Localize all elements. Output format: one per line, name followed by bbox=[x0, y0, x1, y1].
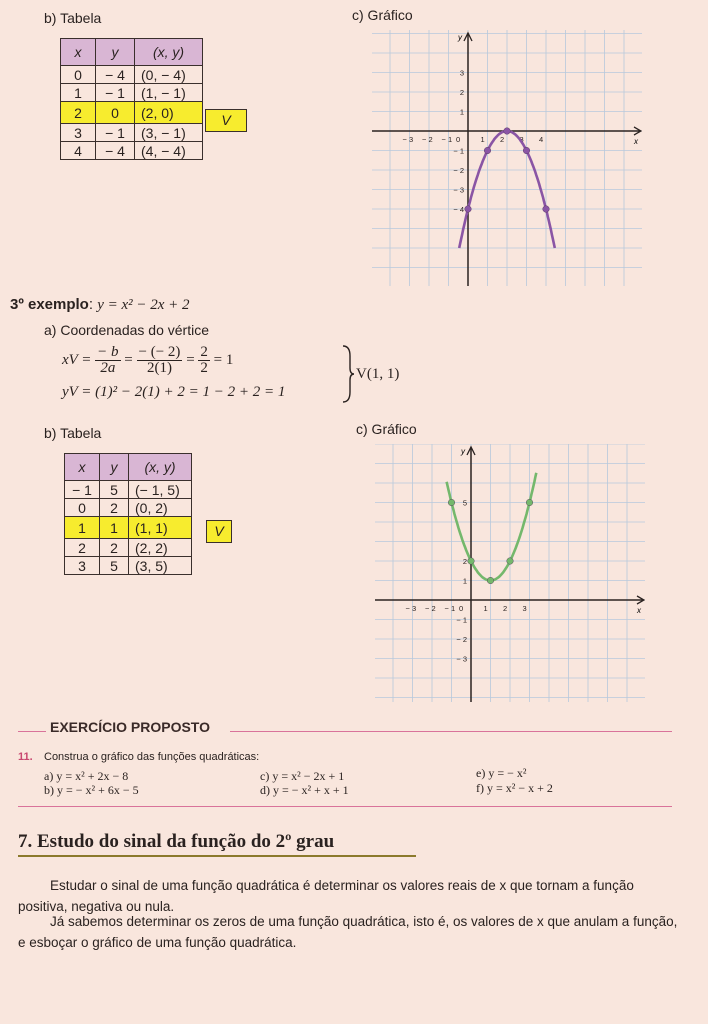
vertex-marker-1: V bbox=[205, 109, 247, 132]
example3-label: 3º exemplo bbox=[10, 296, 89, 313]
y-tick-label: 2 bbox=[459, 88, 464, 97]
exercise-item-c: c) y = x² − 2x + 1 bbox=[260, 769, 345, 783]
parabola-chart-2 bbox=[375, 444, 645, 702]
exercise-item-f: f) y = x² − x + 2 bbox=[476, 781, 553, 795]
exercise-item-d: d) y = − x² + x + 1 bbox=[260, 783, 349, 797]
x-tick-label: 4 bbox=[539, 135, 544, 144]
xv-frac-1 bbox=[95, 345, 120, 376]
table-row bbox=[61, 142, 203, 160]
cell-xy: (2, 2) bbox=[129, 539, 192, 557]
col-xy: (x, y) bbox=[135, 39, 203, 66]
col-y: y bbox=[100, 454, 129, 481]
exercise-item-e: e) y = − x² bbox=[476, 766, 527, 780]
cell-x: 2 bbox=[65, 539, 100, 557]
exercise-number: 11. bbox=[18, 751, 33, 763]
y-tick-label: − 3 bbox=[456, 654, 467, 664]
frac2-num: − (− 2) bbox=[138, 344, 181, 360]
cell-x: 3 bbox=[65, 557, 100, 575]
y-tick-label: 3 bbox=[459, 68, 464, 78]
x-tick-label: − 1 bbox=[441, 135, 453, 144]
y-tick-label: − 2 bbox=[453, 166, 464, 175]
x-tick-label: 3 bbox=[522, 604, 527, 613]
xv-line: xV = $\frac{- b}{2a}$ = $\frac{- (- 2)}{2(1)}$ = $\frac{2}{2}$ = 1 bbox=[62, 344, 234, 376]
y-tick-label: − 4 bbox=[453, 205, 464, 214]
x-tick-label: − 3 bbox=[405, 604, 417, 613]
y-tick-label: 1 bbox=[459, 107, 464, 117]
y-axis-label: y bbox=[461, 447, 465, 456]
parabola-curve bbox=[447, 473, 537, 581]
cell-y: − 1 bbox=[96, 124, 135, 142]
cell-xy: (1, 1) bbox=[129, 517, 192, 539]
xv-frac-2 bbox=[137, 345, 183, 376]
value-table-2 bbox=[64, 453, 192, 575]
cell-x: 0 bbox=[61, 66, 96, 84]
col-y: y bbox=[96, 39, 135, 66]
vertex-marker-2: V bbox=[206, 520, 232, 543]
xv-lhs: xV = bbox=[62, 351, 92, 368]
cell-y: − 4 bbox=[96, 142, 135, 160]
x-tick-label: − 1 bbox=[444, 604, 456, 613]
example3-function: y = x² − 2x + 2 bbox=[97, 297, 190, 313]
x-tick-label: 1 bbox=[483, 604, 488, 613]
data-point bbox=[465, 206, 472, 213]
cell-x: 4 bbox=[61, 142, 96, 160]
col-x: x bbox=[65, 454, 100, 481]
table-row bbox=[65, 539, 192, 557]
table-row bbox=[61, 66, 203, 84]
data-point bbox=[468, 558, 475, 565]
cell-xy: (0, 2) bbox=[129, 499, 192, 517]
cell-x: 1 bbox=[65, 517, 100, 539]
cell-xy: (4, − 4) bbox=[135, 142, 203, 160]
col-x: x bbox=[61, 39, 96, 66]
y-tick-label: − 2 bbox=[456, 635, 467, 644]
brace bbox=[340, 344, 356, 404]
cell-xy: (0, − 4) bbox=[135, 66, 203, 84]
y-tick-label: 5 bbox=[462, 498, 467, 508]
exercise-rule-right bbox=[230, 731, 672, 732]
data-point bbox=[487, 577, 494, 584]
coords-label: a) Coordenadas do vértice bbox=[44, 322, 209, 338]
xv-frac-3 bbox=[198, 345, 210, 376]
yv-line: yV = (1)² − 2(1) + 2 = 1 − 2 + 2 = 1 bbox=[62, 384, 286, 400]
exercise-item-a: a) y = x² + 2x − 8 bbox=[44, 769, 129, 783]
table-row bbox=[61, 124, 203, 142]
exercise-rule-bottom bbox=[18, 806, 672, 807]
cell-x: 2 bbox=[61, 102, 96, 124]
cell-x: 3 bbox=[61, 124, 96, 142]
data-point bbox=[526, 499, 533, 506]
value-table-1 bbox=[60, 38, 203, 160]
table-row bbox=[65, 557, 192, 575]
y-axis-label: y bbox=[458, 33, 462, 42]
cell-y: 5 bbox=[100, 481, 129, 499]
graph-label-1: c) Gráfico bbox=[352, 7, 413, 23]
parabola-chart-1 bbox=[372, 30, 642, 286]
cell-x: 0 bbox=[65, 499, 100, 517]
x-tick-label: − 3 bbox=[402, 135, 414, 144]
cell-y: 2 bbox=[100, 499, 129, 517]
frac1-num: − b bbox=[97, 344, 119, 360]
cell-xy: (1, − 1) bbox=[135, 84, 203, 102]
x-tick-label: 0 bbox=[456, 135, 461, 144]
data-point bbox=[507, 558, 514, 565]
table-row bbox=[61, 84, 203, 102]
section-title-rule bbox=[18, 855, 416, 857]
x-tick-label: 1 bbox=[480, 135, 485, 144]
x-axis-label: x bbox=[637, 606, 641, 615]
x-tick-label: − 2 bbox=[422, 135, 433, 144]
exercise-heading: EXERCÍCIO PROPOSTO bbox=[50, 719, 210, 735]
table-label-2: b) Tabela bbox=[44, 425, 102, 441]
x-tick-label: 2 bbox=[500, 135, 505, 144]
example3-heading: 3º exemplo: y = x² − 2x + 2 bbox=[10, 296, 190, 313]
table-row bbox=[61, 102, 203, 124]
y-tick-label: 2 bbox=[462, 557, 467, 566]
cell-y: 5 bbox=[100, 557, 129, 575]
data-point bbox=[484, 147, 491, 154]
cell-y: 0 bbox=[96, 102, 135, 124]
cell-xy: (3, − 1) bbox=[135, 124, 203, 142]
cell-xy: (− 1, 5) bbox=[129, 481, 192, 499]
x-tick-label: − 2 bbox=[425, 604, 436, 613]
x-tick-label: 0 bbox=[459, 604, 464, 613]
data-point bbox=[543, 206, 550, 213]
vertex-result: V(1, 1) bbox=[356, 366, 400, 382]
table-row bbox=[65, 481, 192, 499]
section-title: 7. Estudo do sinal da função do 2º grau bbox=[18, 831, 335, 852]
x-axis-label: x bbox=[634, 137, 638, 146]
cell-y: 1 bbox=[100, 517, 129, 539]
data-point bbox=[448, 499, 455, 506]
cell-x: − 1 bbox=[65, 481, 100, 499]
data-point bbox=[523, 147, 530, 154]
frac3-den: 2 bbox=[200, 360, 208, 376]
data-point bbox=[504, 128, 511, 135]
exercise-prompt: Construa o gráfico das funções quadráticas: bbox=[44, 751, 260, 763]
cell-y: 2 bbox=[100, 539, 129, 557]
exercise-item-b: b) y = − x² + 6x − 5 bbox=[44, 783, 139, 797]
table-row bbox=[65, 499, 192, 517]
frac2-den: 2(1) bbox=[146, 360, 172, 376]
paragraph-2: Já sabemos determinar os zeros de uma função quadrática, isto é, os valores de x que anulam a função, e esboçar o gráfico de uma função quadrática. bbox=[18, 914, 678, 950]
frac1-den: 2a bbox=[100, 360, 116, 376]
y-tick-label: 1 bbox=[462, 576, 467, 586]
graph-label-2: c) Gráfico bbox=[356, 421, 417, 437]
xv-result: = 1 bbox=[213, 351, 234, 368]
y-tick-label: − 1 bbox=[453, 146, 464, 156]
x-tick-label: 2 bbox=[503, 604, 508, 613]
exercise-rule-left bbox=[18, 731, 46, 732]
cell-y: − 4 bbox=[96, 66, 135, 84]
paragraph-1: Estudar o sinal de uma função quadrática é determinar os valores reais de x que tornam a função positiva, negativa ou nula. bbox=[18, 878, 634, 914]
x-tick-label: 3 bbox=[519, 135, 524, 144]
table-label-1: b) Tabela bbox=[44, 10, 102, 26]
col-xy: (x, y) bbox=[129, 454, 192, 481]
frac3-num: 2 bbox=[200, 344, 208, 360]
cell-xy: (2, 0) bbox=[135, 102, 203, 124]
cell-xy: (3, 5) bbox=[129, 557, 192, 575]
table-row bbox=[65, 517, 192, 539]
y-tick-label: − 3 bbox=[453, 185, 464, 195]
y-tick-label: − 1 bbox=[456, 615, 467, 625]
cell-x: 1 bbox=[61, 84, 96, 102]
cell-y: − 1 bbox=[96, 84, 135, 102]
